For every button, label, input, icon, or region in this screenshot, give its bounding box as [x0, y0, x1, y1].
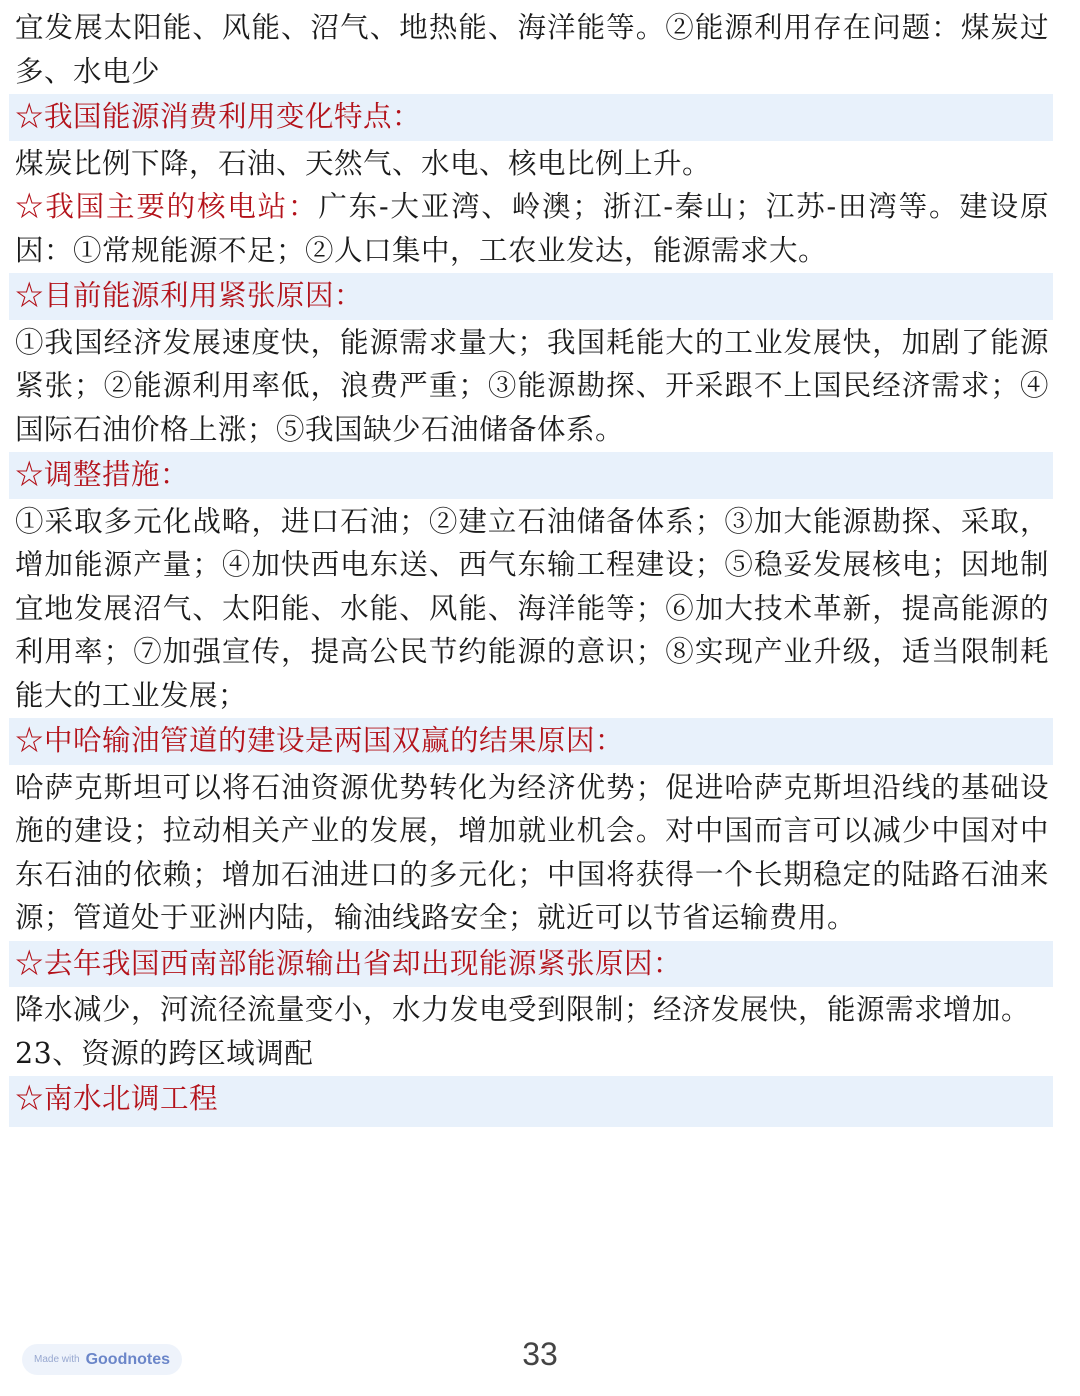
page-content [9, 6, 1053, 1128]
body-southwest-energy-shortage: 降水减少，河流径流量变小，水力发电受到限制；经济发展快，能源需求增加。 [15, 993, 1031, 1026]
heading-energy-shortage-reasons: ☆目前能源利用紧张原因： [9, 273, 1053, 320]
section-23-title: 23、资源的跨区域调配 [15, 1036, 314, 1070]
heading-southwest-energy-shortage: ☆去年我国西南部能源输出省却出现能源紧张原因： [9, 941, 1053, 988]
body-china-kazakhstan-pipeline: 哈萨克斯坦可以将石油资源优势转化为经济优势；促进哈萨克斯坦沿线的基础设施的建设；拉动相关产业的发展，增加就业机会。对中国而言可以减少中国对中东石油的依赖；增加石油进口的多元化；中国将获得一个长期稳定的陆路石油来源；管道处于亚洲内陆，输油线路安全；就近可以节省运输费用。 [15, 770, 1049, 934]
heading-nuclear-stations: ☆我国主要的核电站： [15, 190, 319, 223]
body-energy-shortage-reasons: ①我国经济发展速度快，能源需求量大；我国耗能大的工业发展快，加剧了能源紧张；②能源利用率低，浪费严重；③能源勘探、开采跟不上国民经济需求；④国际石油价格上涨；⑤我国缺少石油储备体系。 [15, 325, 1049, 446]
body-adjustment-measures: ①采取多元化战略，进口石油；②建立石油储备体系；③加大能源勘探、采取，增加能源产量；④加快西电东送、西气东输工程建设；⑤稳妥发展核电；因地制宜地发展沼气、太阳能、水能、风能、海洋能等；⑥加大技术革新，提高能源的利用率；⑦加强宣传，提高公民节约能源的意识；⑧实现产业升级，适当限制耗能大的工业发展； [15, 504, 1049, 712]
intro-paragraph: 宜发展太阳能、风能、沼气、地热能、海洋能等。②能源利用存在问题：煤炭过多、水电少 [15, 11, 1049, 88]
heading-energy-consumption-change: ☆我国能源消费利用变化特点： [9, 94, 1053, 141]
nuclear-stations-paragraph [9, 185, 1053, 272]
made-with-label: Made with [34, 1354, 80, 1365]
heading-adjustment-measures: ☆调整措施： [9, 452, 1053, 499]
page-number: 33 [522, 1336, 558, 1372]
goodnotes-brand: Goodnotes [85, 1350, 171, 1368]
body-nuclear-stations: 广东-大亚湾、岭澳；浙江-秦山；江苏-田湾等。建设原因：①常规能源不足；②人口集中，工农业发达，能源需求大。 [15, 190, 1049, 267]
body-energy-consumption-change: 煤炭比例下降，石油、天然气、水电、核电比例上升。 [15, 146, 712, 180]
heading-south-north-water-transfer: ☆南水北调工程 [9, 1076, 1053, 1127]
heading-china-kazakhstan-pipeline: ☆中哈输油管道的建设是两国双赢的结果原因： [9, 718, 1053, 765]
